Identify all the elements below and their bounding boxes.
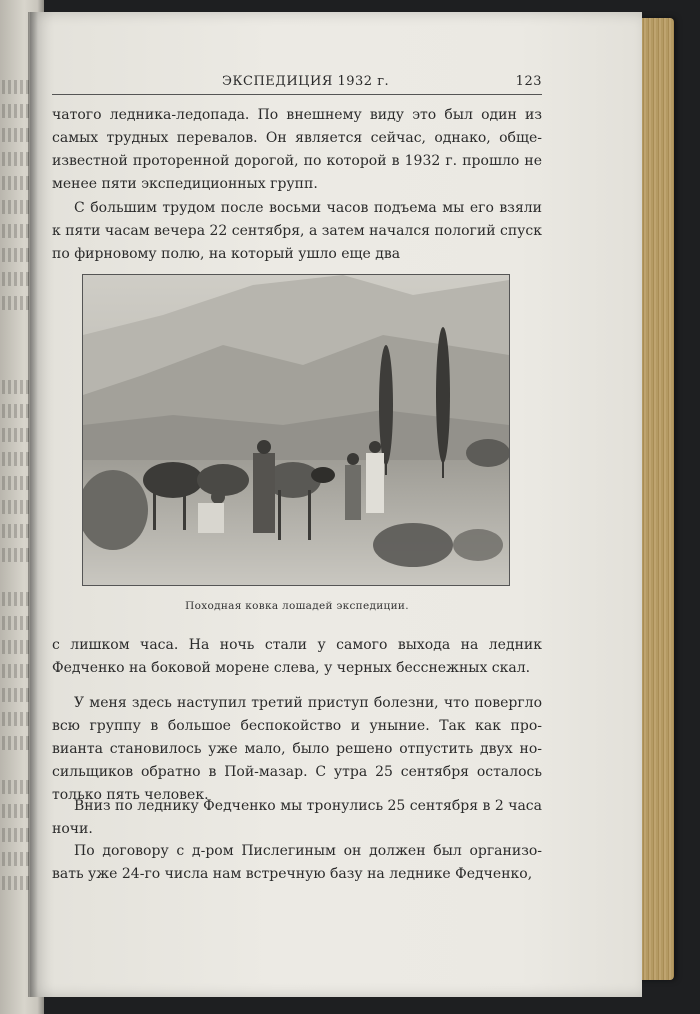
figure-caption: Походная ковка лошадей экспедиции. [185,600,409,612]
photo-illustration [83,275,509,585]
paragraph: По договору с д-ром Пислегиным он должен был организо-вать уже 24-го числа нам встречную базу на леднике Федченко, [52,843,542,882]
paragraph: чатого ледника-ледопада. По внешнему виду это был один из самых трудных перевалов. Он является сейчас, однако, обще-известной проторенной дорогой, по которой в 1932 г. прошло не менее пяти экспедиционных групп. [52,107,542,192]
expedition-photo [82,274,510,586]
paragraph: С большим трудом после восьми часов подъема мы его взяли к пяти часам вечера 22 сентября, а затем начался пологий спуск по фирновому полю, на который ушло еще два [52,200,542,262]
running-head [52,72,542,95]
page-number: 123 [515,74,542,89]
spine-shadow [28,12,38,997]
paragraph: с лишком часа. На ночь стали у самого выхода на ледник Федченко на боковой морене слева, у черных бесснежных скал. [52,637,542,676]
running-head-title: ЭКСПЕДИЦИЯ 1932 г. [222,74,390,89]
paragraph: Вниз по леднику Федченко мы тронулись 25 сентября в 2 часа ночи. [52,798,542,837]
paragraph: У меня здесь наступил третий приступ болезни, что повергло всю группу в большое беспокойство и уныние. Так как про-вианта становилось уже мало, было решено отпустить двух но-сильщиков обратно в Пой-мазар. С утра 25 сентября осталось только пять человек. [52,695,542,803]
